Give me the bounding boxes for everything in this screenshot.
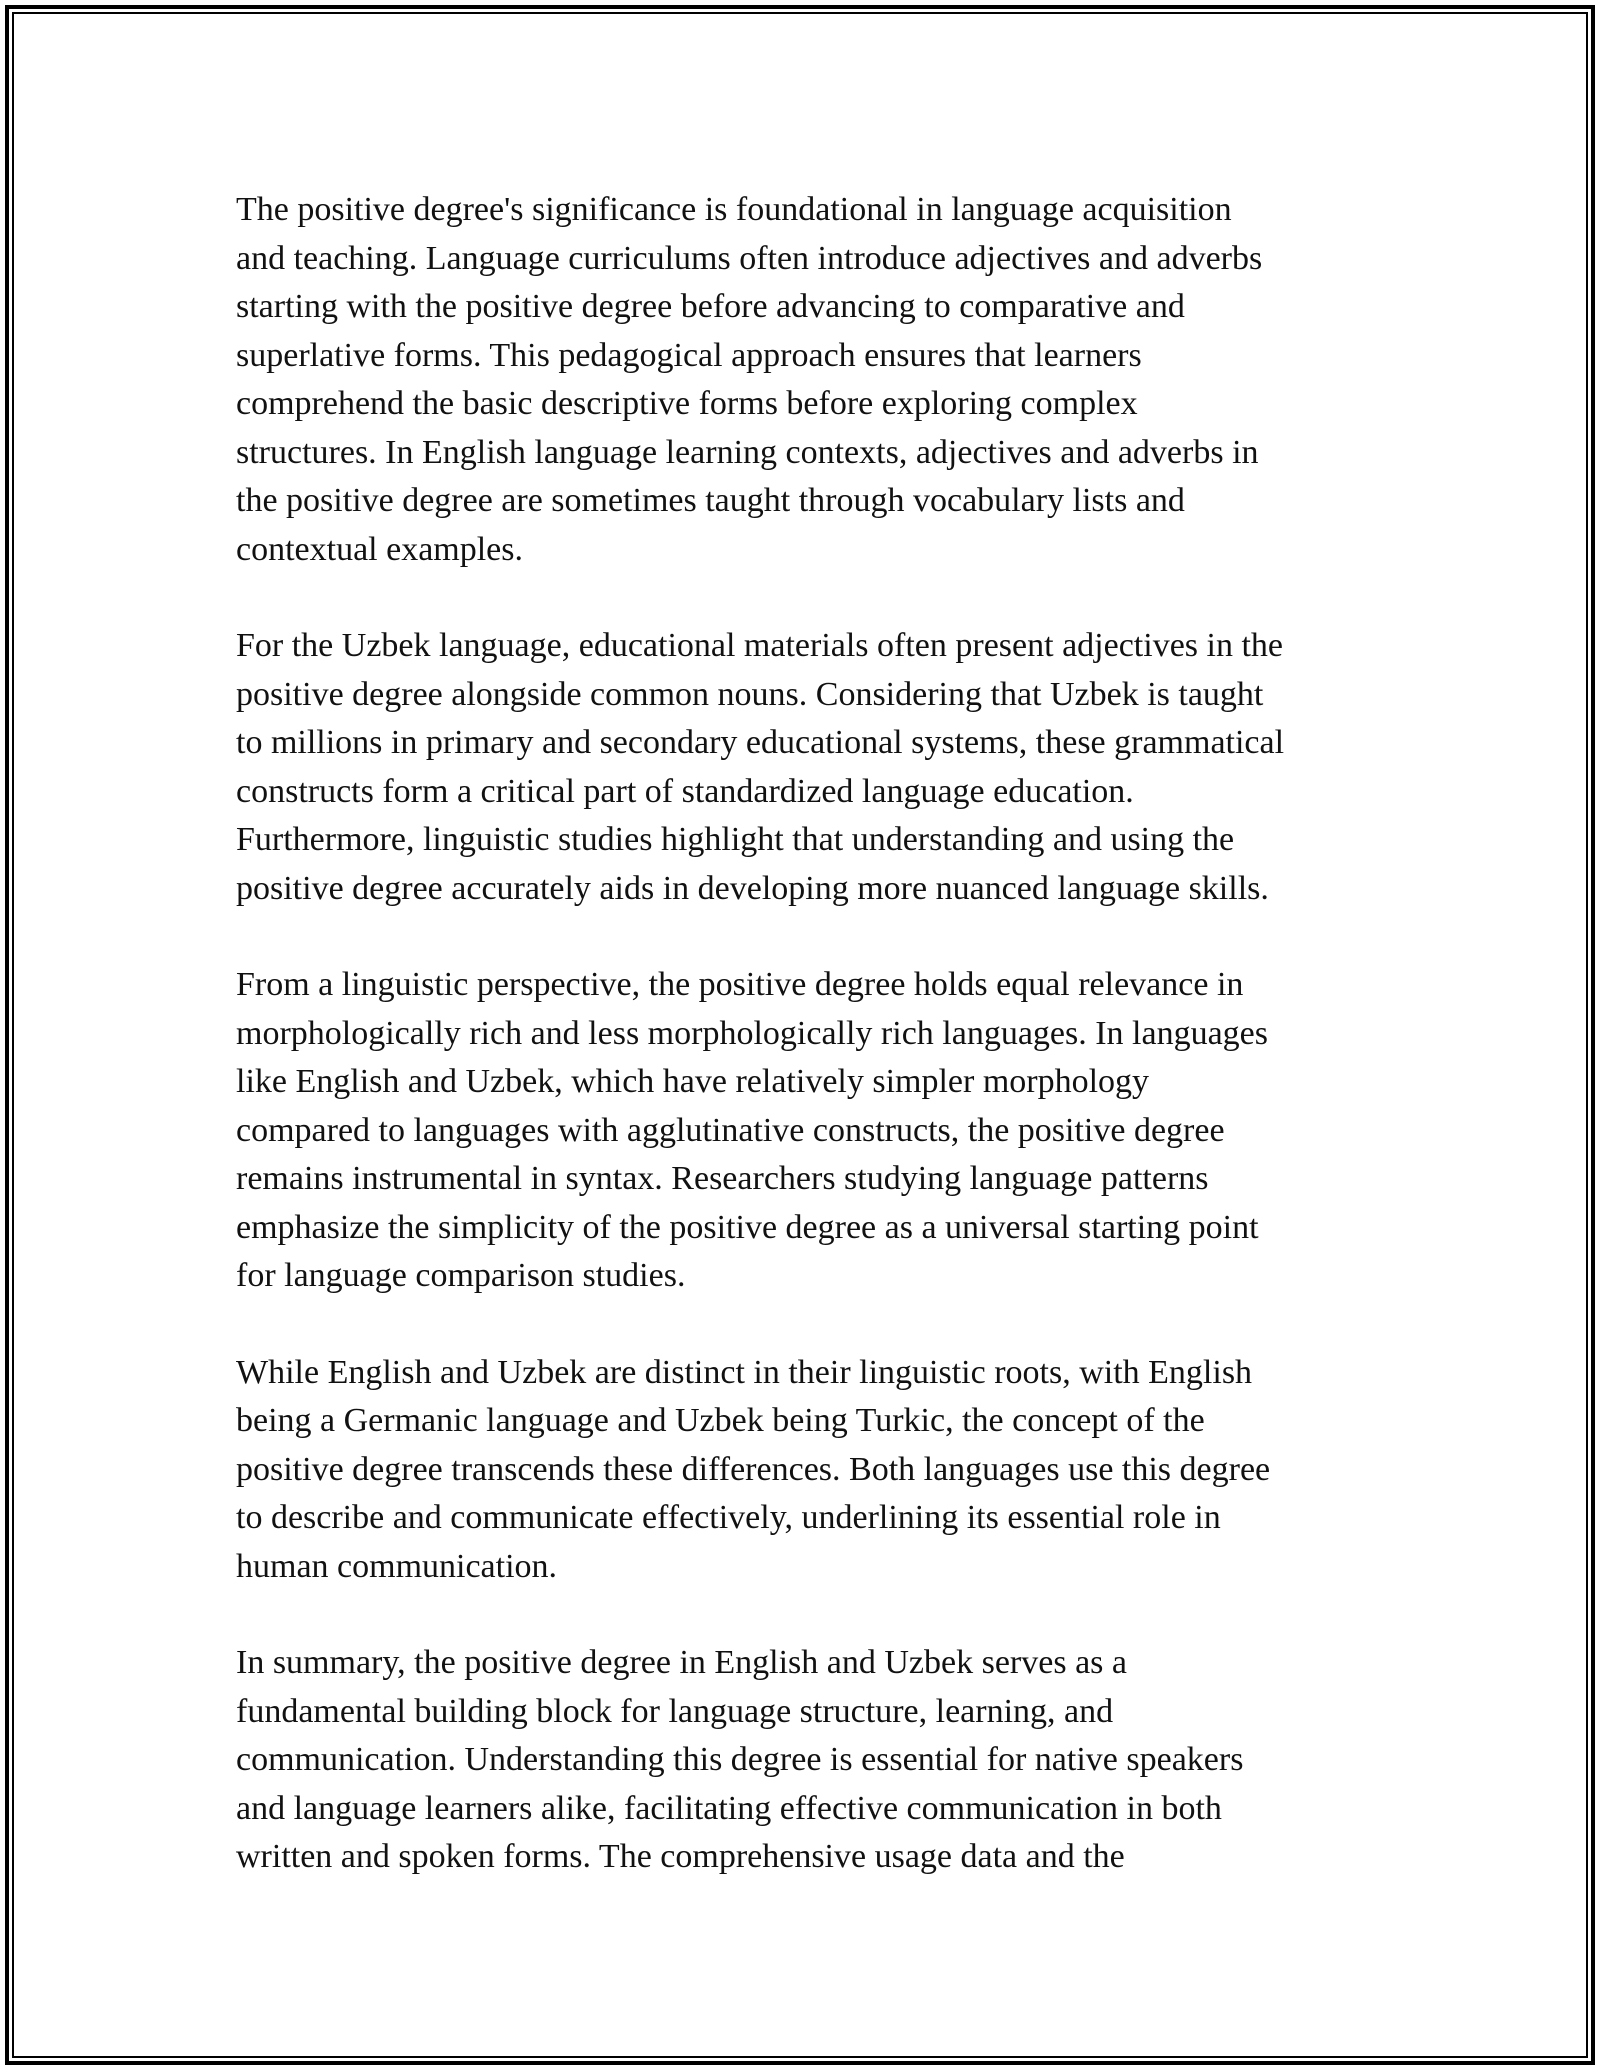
- paragraph-2: [236, 622, 1376, 913]
- document-body: [236, 186, 1376, 1930]
- text-line: fundamental building block for language structure, learning, and: [236, 1692, 1114, 1730]
- text-line: superlative forms. This pedagogical approach ensures that learners: [236, 336, 1142, 374]
- text-line: and language learners alike, facilitating effective communication in both: [236, 1789, 1222, 1827]
- text-line: the positive degree are sometimes taught through vocabulary lists and: [236, 482, 1185, 519]
- text-line: structures. In English language learning contexts, adjectives and adverbs in: [236, 433, 1259, 471]
- text-line: comprehend the basic descriptive forms before exploring complex: [236, 385, 1138, 422]
- text-line: being a Germanic language and Uzbek being Turkic, the concept of the: [236, 1402, 1205, 1439]
- paragraph-5: [236, 1639, 1376, 1882]
- paragraph-4: [236, 1349, 1376, 1592]
- text-line: While English and Uzbek are distinct in their linguistic roots, with English: [236, 1353, 1253, 1391]
- text-line: starting with the positive degree before advancing to comparative and: [236, 288, 1185, 325]
- text-line: and teaching. Language curriculums often introduce adjectives and adverbs: [236, 239, 1263, 277]
- text-line: to describe and communicate effectively, underlining its essential role in: [236, 1499, 1221, 1536]
- text-line: remains instrumental in syntax. Researchers studying language patterns: [236, 1160, 1209, 1197]
- text-line: written and spoken forms. The comprehensive usage data and the: [236, 1838, 1125, 1875]
- text-line: communication. Understanding this degree is essential for native speakers: [236, 1741, 1244, 1778]
- text-line: positive degree transcends these differences. Both languages use this degree: [236, 1450, 1271, 1488]
- text-line: constructs form a critical part of standardized language education.: [236, 772, 1134, 810]
- text-line: for language comparison studies.: [236, 1257, 686, 1294]
- text-line: human communication.: [236, 1547, 558, 1585]
- text-line: The positive degree's significance is foundational in language acquisition: [236, 191, 1232, 228]
- text-line: In summary, the positive degree in English and Uzbek serves as a: [236, 1644, 1127, 1681]
- paragraph-3: [236, 961, 1376, 1301]
- text-line: positive degree accurately aids in developing more nuanced language skills.: [236, 869, 1269, 907]
- text-line: emphasize the simplicity of the positive degree as a universal starting point: [236, 1208, 1259, 1246]
- text-line: morphologically rich and less morphologically rich languages. In languages: [236, 1014, 1269, 1052]
- text-line: like English and Uzbek, which have relatively simpler morphology: [236, 1063, 1150, 1100]
- paragraph-1: [236, 186, 1376, 574]
- text-line: to millions in primary and secondary educational systems, these grammatical: [236, 724, 1285, 761]
- text-line: contextual examples.: [236, 530, 524, 568]
- text-line: positive degree alongside common nouns. Considering that Uzbek is taught: [236, 675, 1264, 713]
- text-line: From a linguistic perspective, the positive degree holds equal relevance in: [236, 966, 1244, 1003]
- text-line: Furthermore, linguistic studies highlight that understanding and using the: [236, 821, 1235, 858]
- text-line: compared to languages with agglutinative constructs, the positive degree: [236, 1111, 1225, 1149]
- text-line: For the Uzbek language, educational materials often present adjectives in the: [236, 627, 1283, 664]
